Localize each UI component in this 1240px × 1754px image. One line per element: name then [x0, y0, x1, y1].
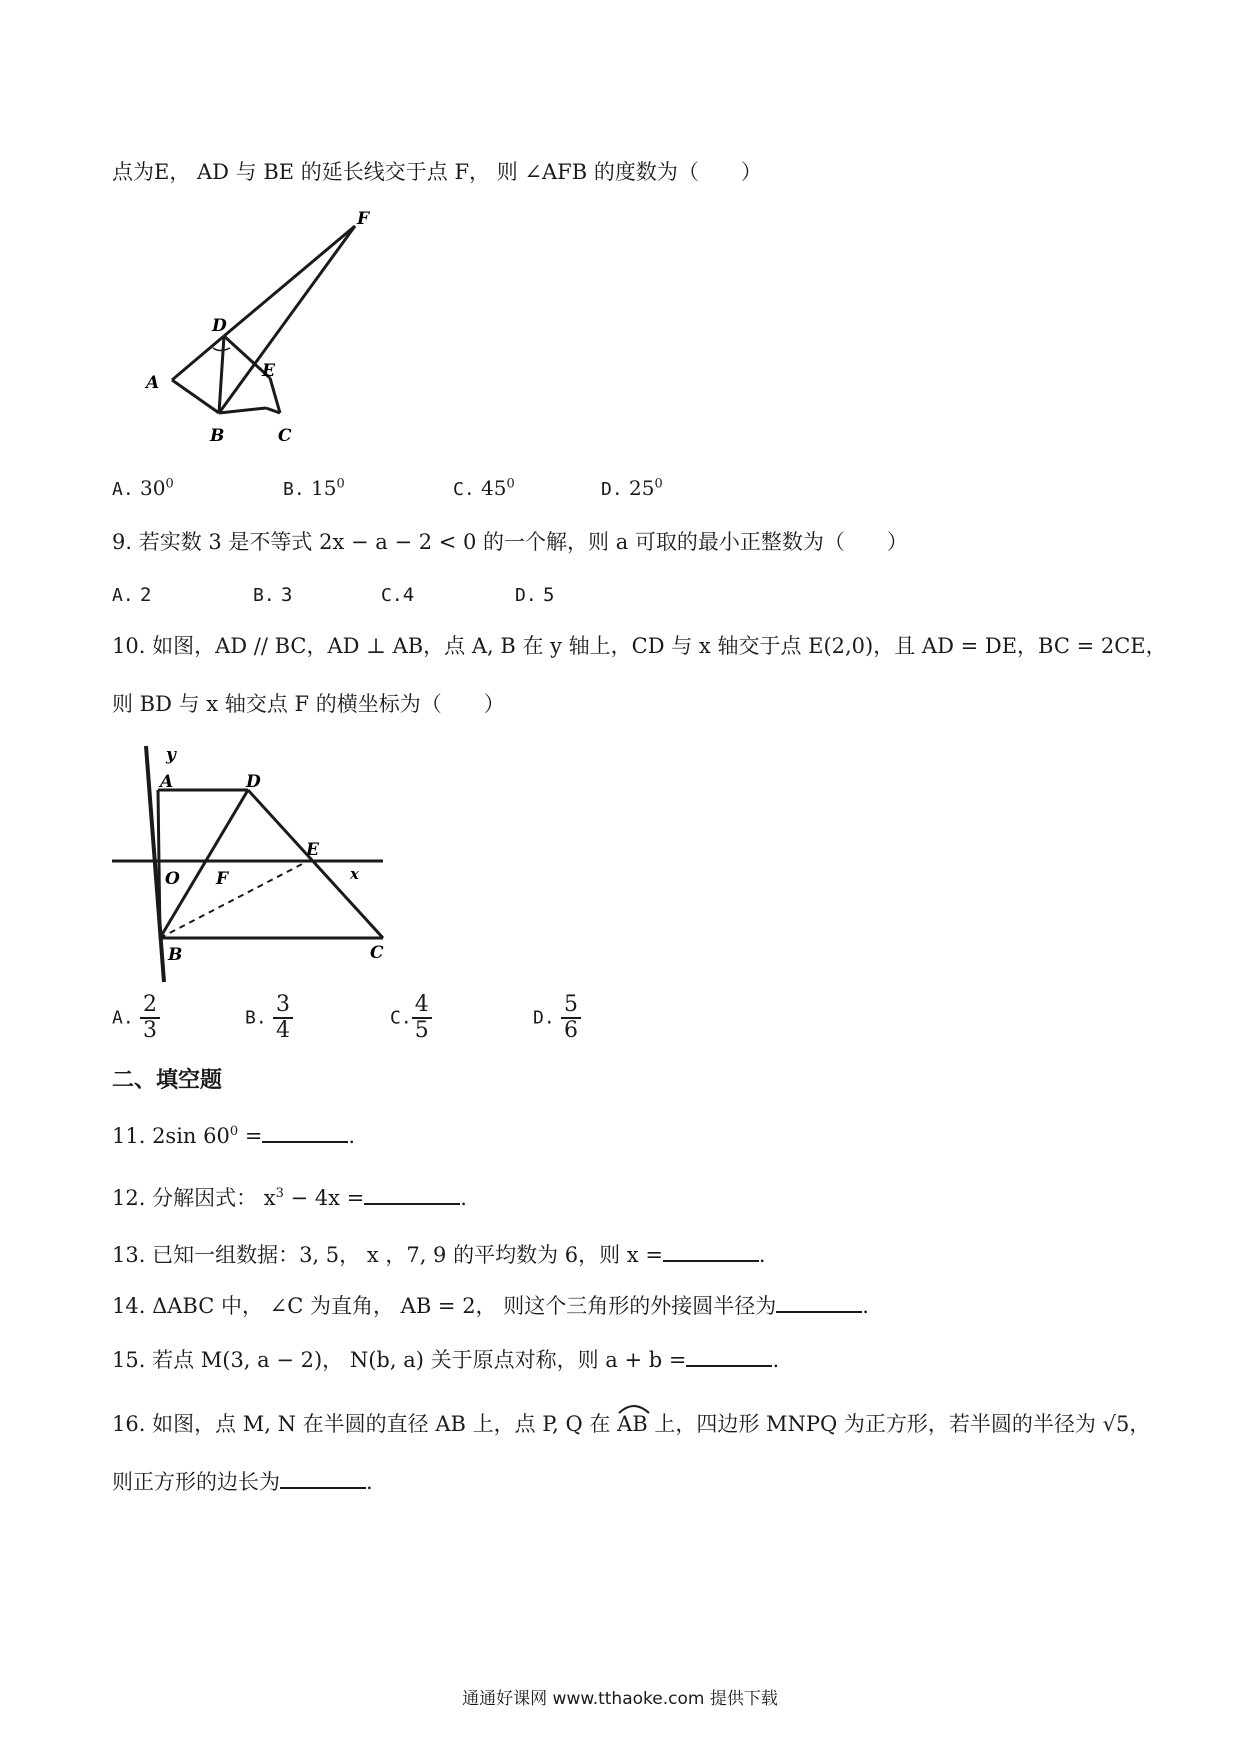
option-label: B. [253, 585, 275, 606]
label-e: E [306, 840, 319, 860]
q10-option-b[interactable] [245, 993, 293, 1043]
numerator: 5 [561, 993, 581, 1019]
option-label: A. [112, 1007, 134, 1029]
q15 [112, 1348, 779, 1373]
q11-text: 11. 2sin 60 [112, 1124, 230, 1148]
segment-bc-part [219, 408, 266, 413]
q16-end: . [366, 1470, 373, 1494]
option-label: C. [390, 1007, 412, 1029]
degree-sup: 0 [506, 476, 515, 492]
segment-ec [270, 378, 280, 413]
fraction [140, 993, 160, 1043]
option-label: C. [381, 585, 403, 606]
label-a: A [160, 772, 174, 792]
q11-after: = [238, 1124, 263, 1148]
q12 [112, 1186, 467, 1211]
option-label: B. [283, 479, 305, 500]
q13-end: . [758, 1243, 766, 1267]
answer-blank[interactable] [776, 1310, 862, 1313]
q8-option-d[interactable] [601, 476, 663, 500]
q10-stem-line1: 10. 如图，AD // BC，AD ⊥ AB，点 A, B 在 y 轴上，CD 与 x 轴交于点 E(2,0)，且 AD = DE，BC = 2CE， [112, 634, 1167, 658]
q12-sup: 3 [275, 1186, 284, 1201]
answer-blank[interactable] [663, 1259, 759, 1262]
q16-post: 上，四边形 MNPQ 为正方形，若半圆的半径为 √5， [647, 1412, 1151, 1436]
option-label: C. [453, 479, 475, 500]
q15-end: . [772, 1348, 780, 1372]
option-value: 30 [140, 476, 166, 500]
arc-label: AB [617, 1412, 648, 1436]
degree-sup: 0 [654, 476, 663, 492]
q9-stem: 9. 若实数 3 是不等式 2x − a − 2 < 0 的一个解，则 a 可取的最小正整数为（ ） [112, 530, 908, 554]
segment-bf [219, 226, 355, 413]
q16-pre: 16. 如图，点 M, N 在半圆的直径 AB 上，点 P, Q 在 [112, 1412, 618, 1436]
fraction [273, 993, 293, 1043]
label-o: O [165, 869, 180, 889]
segment-db [219, 336, 224, 413]
numerator: 2 [140, 993, 160, 1019]
q14-end: . [862, 1294, 869, 1318]
segment-ad [172, 336, 224, 380]
q9-option-b[interactable] [253, 582, 293, 606]
q11-sup: 0 [229, 1124, 239, 1139]
q13-text: 13. 已知一组数据：3, 5， x ，7, 9 的平均数为 6，则 x = [112, 1243, 663, 1267]
option-label: D. [601, 479, 623, 500]
answer-blank[interactable] [364, 1202, 460, 1205]
option-value: 2 [140, 584, 152, 606]
q8-option-a[interactable] [112, 476, 174, 500]
fraction [412, 993, 432, 1043]
option-value: 15 [311, 476, 337, 500]
arc-icon [617, 1402, 651, 1414]
q13 [112, 1243, 766, 1268]
option-label: D. [533, 1007, 555, 1029]
q8-figure [140, 208, 390, 458]
label-y: y [166, 745, 176, 765]
q10-figure [108, 742, 408, 992]
angle-mark [213, 348, 230, 351]
option-value: 25 [629, 476, 655, 500]
q8-option-b[interactable] [283, 476, 345, 500]
segment-dc [248, 790, 383, 938]
page-footer: 通通好课网 www.tthaoke.com 提供下载 [462, 1689, 778, 1709]
answer-blank[interactable] [686, 1364, 772, 1367]
option-value: 4 [402, 584, 415, 606]
segment-ab [158, 790, 160, 938]
q8-stem: 点为E， AD 与 BE 的延长线交于点 F， 则 ∠AFB 的度数为（ ） [112, 160, 762, 184]
q8-option-c[interactable] [453, 476, 515, 500]
label-f: F [216, 869, 229, 889]
label-e: E [262, 361, 275, 381]
denominator: 5 [414, 1018, 429, 1044]
label-a: A [146, 373, 160, 393]
option-value: 3 [281, 584, 293, 606]
q10-stem-line2: 则 BD 与 x 轴交点 F 的横坐标为（ ） [112, 692, 505, 716]
q12-after: − 4x = [283, 1186, 365, 1210]
q16-line2 [112, 1470, 373, 1495]
option-value: 5 [543, 584, 555, 606]
label-b: B [210, 426, 225, 446]
denominator: 3 [143, 1018, 158, 1044]
section-heading: 二、填空题 [112, 1068, 223, 1093]
q12-text: 12. 分解因式： x [112, 1186, 276, 1210]
q15-text: 15. 若点 M(3, a − 2)， N(b, a) 关于原点对称，则 a + b = [112, 1348, 687, 1372]
option-label: A. [112, 479, 134, 500]
option-label: B. [245, 1007, 267, 1029]
numerator: 3 [273, 993, 293, 1019]
denominator: 4 [276, 1018, 291, 1044]
label-d: D [212, 316, 227, 336]
q11-end: . [348, 1124, 356, 1148]
q9-option-d[interactable] [515, 582, 555, 606]
option-label: A. [112, 585, 134, 606]
option-label: D. [515, 585, 537, 606]
label-c: C [278, 426, 292, 446]
label-b: B [168, 945, 183, 965]
answer-blank[interactable] [262, 1140, 348, 1143]
q12-end: . [460, 1186, 467, 1210]
q11 [112, 1124, 355, 1149]
degree-sup: 0 [165, 476, 174, 492]
q9-option-c[interactable] [381, 582, 414, 606]
segment-ab [172, 380, 219, 413]
label-d: D [246, 772, 261, 792]
q14 [112, 1294, 869, 1319]
q10-option-c[interactable] [390, 993, 432, 1043]
q16-line1 [112, 1412, 1150, 1437]
q14-text: 14. ΔABC 中， ∠C 为直角， AB = 2， 则这个三角形的外接圆半径为 [112, 1294, 777, 1318]
q10-option-a[interactable] [112, 993, 160, 1043]
label-x: x [350, 865, 359, 883]
label-c: C [370, 943, 384, 963]
denominator: 6 [564, 1018, 579, 1044]
option-value: 45 [481, 476, 507, 500]
answer-blank[interactable] [280, 1486, 366, 1489]
q10-option-d[interactable] [533, 993, 581, 1043]
segment-df [224, 226, 355, 336]
degree-sup: 0 [336, 476, 345, 492]
numerator: 4 [412, 993, 432, 1019]
label-f: F [357, 209, 370, 229]
arc-ab [617, 1412, 648, 1437]
q9-option-a[interactable] [112, 582, 152, 606]
fraction [561, 993, 581, 1043]
q16-line2-text: 则正方形的边长为 [112, 1470, 280, 1494]
